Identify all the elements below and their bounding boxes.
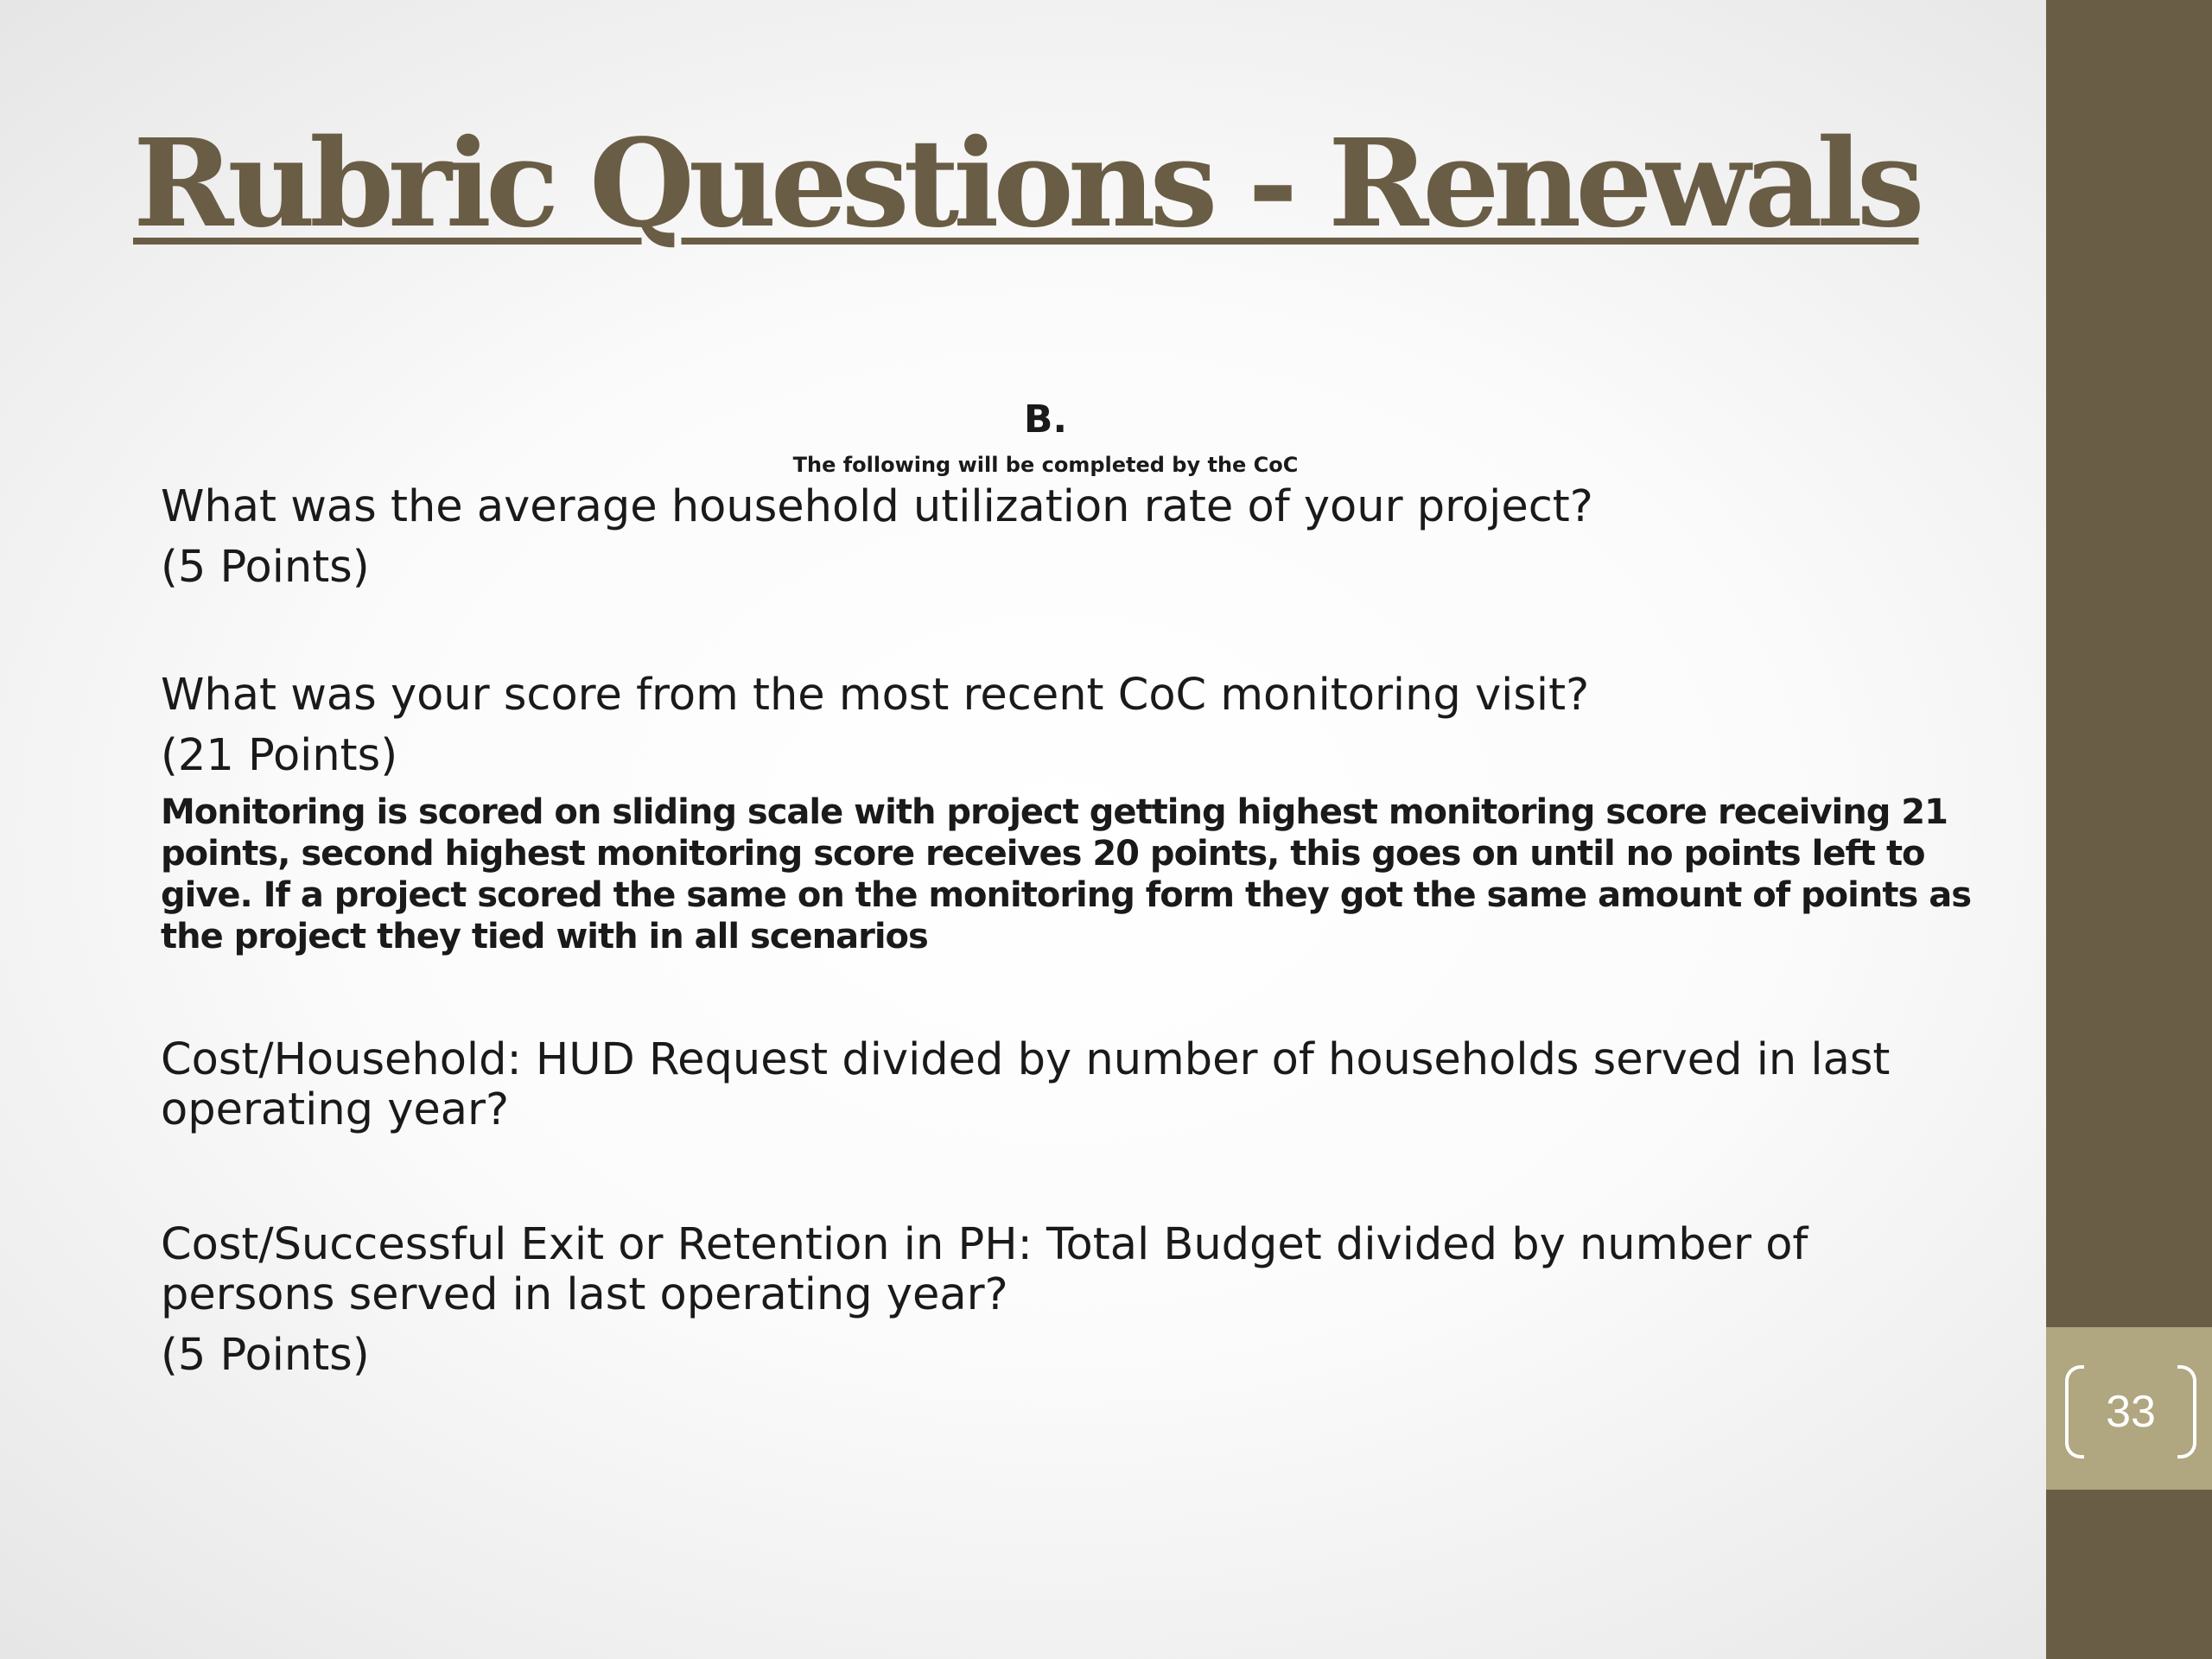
- question-cost-exit: [161, 1220, 1993, 1381]
- question-points: (21 Points): [161, 730, 398, 781]
- question-text: Cost/Household: HUD Request divided by number of households served in last operating year?: [161, 1034, 1891, 1135]
- question-points: (5 Points): [161, 1330, 370, 1381]
- question-cost-household: [161, 1035, 1993, 1135]
- questions-list: [161, 482, 1993, 1381]
- section-label: B.: [1023, 397, 1068, 442]
- page-number: 33: [2106, 1387, 2156, 1437]
- slide-title: Rubric Questions - Renewals: [133, 113, 1919, 255]
- question-monitoring: [161, 671, 1993, 957]
- question-text: What was your score from the most recent CoC monitoring visit?: [161, 670, 1590, 721]
- question-utilization: [161, 482, 1993, 593]
- question-text: Cost/Successful Exit or Retention in PH: Total Budget divided by number of persons served in last operating year?: [161, 1219, 1808, 1320]
- page-number-badge: [2065, 1365, 2196, 1459]
- question-text: What was the average household utilization rate of your project?: [161, 481, 1593, 532]
- section-note: The following will be completed by the CoC: [792, 453, 1299, 477]
- question-points: (5 Points): [161, 542, 370, 593]
- question-note: Monitoring is scored on sliding scale with project getting highest monitoring score receiving 21 points, second highest monitoring score receives 20 points, this goes on until no points left to give. If a project scored the same on the monitoring form they got the same amount of points as the project they tied with in all scenarios: [161, 792, 1971, 957]
